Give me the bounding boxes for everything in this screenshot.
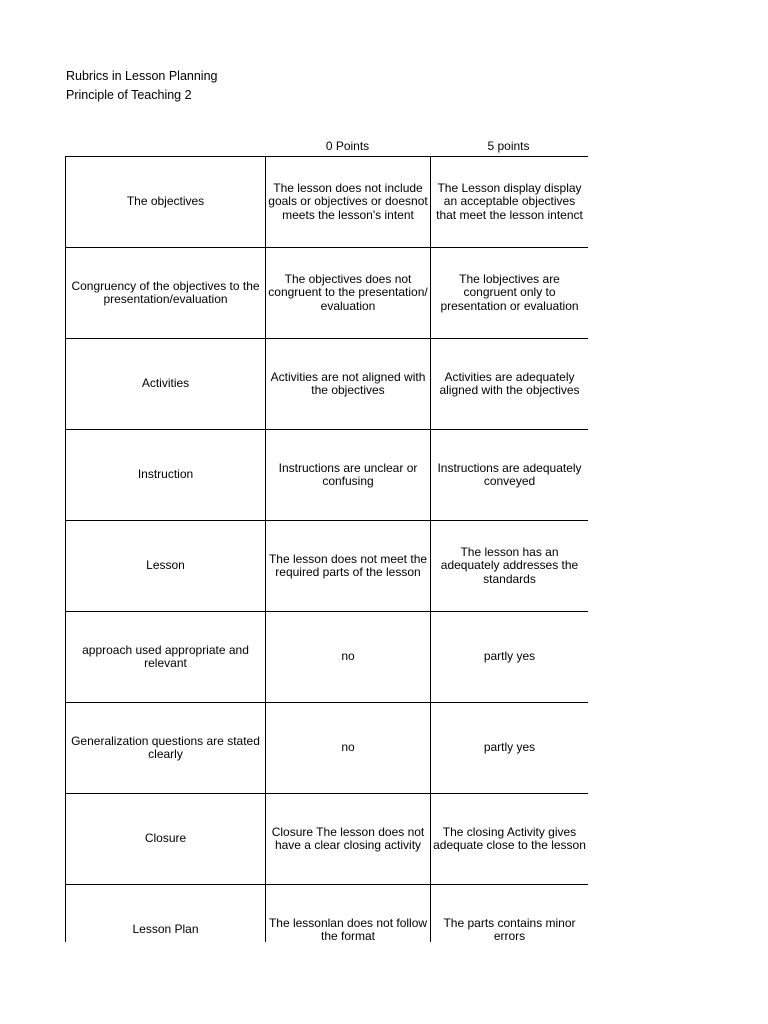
table-row <box>66 430 589 521</box>
five-points-cell: Instructions are adequately conveyed <box>431 430 589 521</box>
zero-points-cell: Activities are not aligned with the objectives <box>266 339 431 430</box>
five-points-cell: partly yes <box>431 703 589 794</box>
five-points-cell: The closing Activity gives adequate close to the lesson <box>431 794 589 885</box>
criterion-cell: Closure <box>66 794 266 885</box>
zero-points-cell: The objectives does not congruent to the presentation/ evaluation <box>266 248 431 339</box>
zero-points-cell: The lesson does not include goals or objectives or doesnot meets the lesson's intent <box>266 157 431 248</box>
criterion-cell: Lesson Plan <box>66 885 266 943</box>
document-title: Rubrics in Lesson Planning <box>66 69 218 83</box>
table-row <box>66 703 589 794</box>
table-row <box>66 339 589 430</box>
zero-points-cell: The lesson does not meet the required parts of the lesson <box>266 521 431 612</box>
criterion-cell: Congruency of the objectives to the presentation/evaluation <box>66 248 266 339</box>
five-points-cell: partly yes <box>431 612 589 703</box>
criterion-cell: The objectives <box>66 157 266 248</box>
criterion-cell: Generalization questions are stated clearly <box>66 703 266 794</box>
rubric-table <box>65 156 588 942</box>
five-points-cell: The parts contains minor errors <box>431 885 589 943</box>
column-header-five-points: 5 points <box>487 139 530 153</box>
rubric-table-body <box>66 157 589 943</box>
table-row <box>66 794 589 885</box>
table-row <box>66 157 589 248</box>
document-subtitle: Principle of Teaching 2 <box>66 88 192 102</box>
table-row <box>66 521 589 612</box>
table-row <box>66 612 589 703</box>
table-row <box>66 885 589 943</box>
criterion-cell: Lesson <box>66 521 266 612</box>
criterion-cell: approach used appropriate and relevant <box>66 612 266 703</box>
column-header-zero-points: 0 Points <box>325 139 370 153</box>
table-row <box>66 248 589 339</box>
zero-points-cell: Closure The lesson does not have a clear closing activity <box>266 794 431 885</box>
five-points-cell: The lesson has an adequately addresses the standards <box>431 521 589 612</box>
zero-points-cell: no <box>266 703 431 794</box>
five-points-cell: The Lesson display display an acceptable objectives that meet the lesson intenct <box>431 157 589 248</box>
zero-points-cell: Instructions are unclear or confusing <box>266 430 431 521</box>
zero-points-cell: no <box>266 612 431 703</box>
criterion-cell: Activities <box>66 339 266 430</box>
five-points-cell: The lobjectives are congruent only to presentation or evaluation <box>431 248 589 339</box>
criterion-cell: Instruction <box>66 430 266 521</box>
rubric-table-container <box>65 156 588 942</box>
five-points-cell: Activities are adequately aligned with the objectives <box>431 339 589 430</box>
zero-points-cell: The lessonlan does not follow the format <box>266 885 431 943</box>
